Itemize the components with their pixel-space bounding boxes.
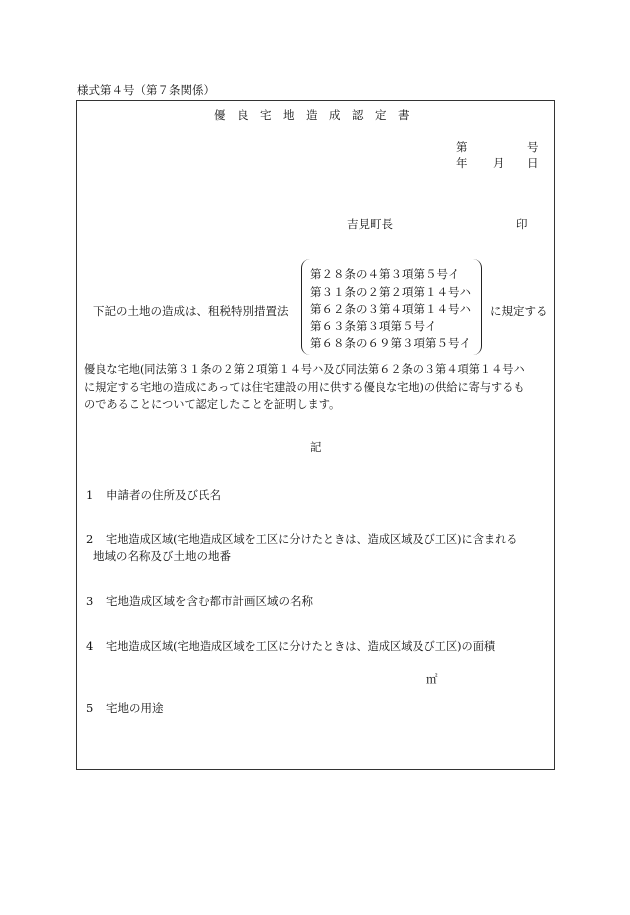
provision-line: 第２８条の４第３項第５号イ — [310, 267, 460, 281]
doc-number-suffix: 号 — [527, 140, 539, 154]
item-number: 4 — [86, 639, 94, 653]
area-unit: ㎡ — [426, 672, 438, 686]
provision-line: 第６３条第３項第５号イ — [310, 319, 437, 333]
issuer-name: 吉見町長 — [347, 217, 393, 231]
item-text: 宅地の用途 — [106, 701, 164, 715]
item-text-continued: 地域の名称及び土地の地番 — [93, 549, 231, 563]
provision-line: 第６８条の６９第３項第５号イ — [310, 336, 471, 350]
item-text: 申請者の住所及び氏名 — [106, 488, 221, 502]
item-number: 3 — [86, 594, 94, 608]
item-number: 5 — [86, 701, 94, 715]
form-label: 様式第４号（第７条関係） — [77, 83, 215, 97]
provision-line: 第３１条の２第２項第１４号ハ — [310, 285, 471, 299]
doc-number-prefix: 第 — [456, 140, 468, 154]
provision-line: 第６２条の３第４項第１４号ハ — [310, 302, 471, 316]
item-number: 2 — [86, 532, 94, 546]
statement-body-line: 優良な宅地(同法第３１条の２第２項第１４号ハ及び同法第６２条の３第４項第１４号ハ — [84, 363, 525, 376]
item-text: 宅地造成区域(宅地造成区域を工区に分けたときは、造成区域及び工区)に含まれる — [106, 533, 518, 546]
date-month: 月 — [493, 156, 505, 170]
statement-lead: 下記の土地の造成は、租税特別措置法 — [93, 304, 289, 318]
item-number: 1 — [86, 488, 94, 502]
statement-body-line: のであることについて認定したことを証明します。 — [84, 398, 341, 411]
statement-body-line: に規定する宅地の造成にあっては住宅建設の用に供する優良な宅地)の供給に寄与するも — [84, 381, 525, 394]
date-year: 年 — [456, 156, 468, 170]
item-text: 宅地造成区域(宅地造成区域を工区に分けたときは、造成区域及び工区)の面積 — [106, 640, 496, 653]
item-text: 宅地造成区域を含む都市計画区域の名称 — [106, 594, 313, 608]
seal-mark: 印 — [516, 217, 528, 231]
date-day: 日 — [527, 156, 539, 170]
statement-tail: に規定する — [490, 304, 548, 318]
certificate-frame — [76, 100, 555, 770]
certificate-title: 優 良 宅 地 造 成 認 定 書 — [214, 108, 410, 122]
ki-heading: 記 — [310, 440, 322, 454]
